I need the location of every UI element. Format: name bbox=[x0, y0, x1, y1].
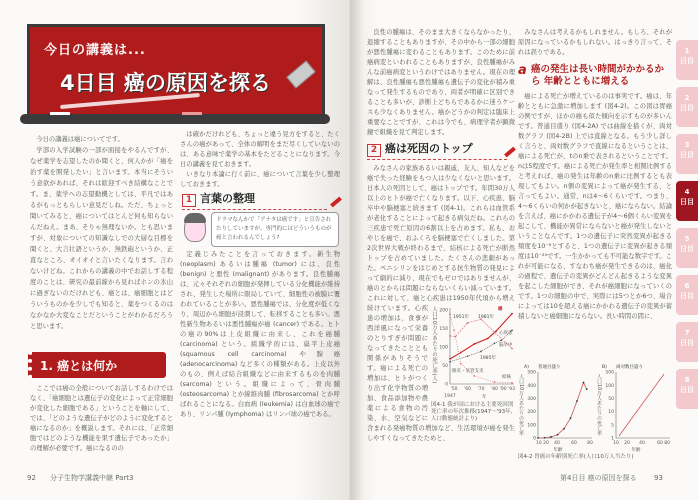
panel-a-label: A) bbox=[524, 365, 529, 370]
data-point bbox=[550, 436, 552, 438]
data-point bbox=[494, 381, 496, 383]
pencil-icon bbox=[330, 197, 342, 208]
y-tick-label: 50 bbox=[608, 397, 614, 402]
series-label-pneumonia: 肺炎・気管支炎 bbox=[452, 369, 484, 374]
paragraph: ここでは癌の全般についてお話しするわけではなく、「癌細胞とは遺伝子の変化によって正常細胞が変化した細胞である」ということを軸にして、では、「どのような遺伝子がどのように変化すると癌になるのか」を概説します。それには、「正常細胞ではどのような機能を果す遺伝子であったか」の理解が必要です。癌になるのの bbox=[30, 385, 173, 452]
figure-caption bbox=[431, 402, 515, 423]
tab-label: 日目 bbox=[680, 104, 694, 112]
tab-number: 1 bbox=[684, 47, 690, 55]
y-tick-label: 300 bbox=[527, 397, 536, 402]
paragraph: 定義じみたことを言っておきます。新生物 (neoplasm) あるいは腫瘍 (tumor) には、良性 (benign) と悪性 (malignant) があります。良性腫瘍は、元々それぞれの細胞が発揮している分化機能が維持され、発生した場所に限局していて、細胞性の被膜に覆われていることが多い。悪性腫瘍では、分化度が低くなり、周辺から細胞が浸潤して、転移することも多い。悪性新生物あるいは悪性腫瘍が癌 (cancer) である。ヒトの癌の90%は上皮組織に由来し、これを癌腫 (carcinoma) という。組織学的には、扁平上皮癌 (squamous cell carcinoma) や腺癌 (adenocarcinoma) など多くの種類がある。上皮以外のもの、例えば結合組織などに由来するものを肉腫 (sarcoma) という。組織によって、骨肉腫 (osteosarcoma) とか線維肉腫 (fibrosarcoma) とか呼ばれることになる。白血病 (leukemia) は白血球の癌であり、リンパ腫 (lymphoma) はリンパ球の癌である。 bbox=[180, 251, 340, 418]
chalk-rail bbox=[20, 114, 330, 124]
body-column-2 bbox=[180, 130, 340, 190]
running-title: 分子生物学講義中継 Part3 bbox=[50, 474, 134, 482]
x-tick-label: 20 bbox=[624, 441, 630, 446]
section-heading-2 bbox=[367, 142, 507, 160]
caption-text: 胃癌の年齢別死亡率(人口10万人当たり) bbox=[534, 454, 634, 460]
series-line-stomach-cancer bbox=[538, 383, 587, 438]
paragraph: みなさんは考えるかもしれません。もしろ、それが原因になっているかもしれない。はっきり言って、それは誤りである。 bbox=[518, 29, 672, 56]
heading-text: 言葉の整理 bbox=[200, 192, 255, 205]
subsection-heading bbox=[518, 64, 668, 88]
heading-number: 2 bbox=[367, 144, 381, 157]
y-tick-label: 200 bbox=[527, 410, 536, 416]
data-point bbox=[449, 314, 451, 316]
x-tick-label: 10 bbox=[613, 441, 619, 446]
y-axis-label: 人口10万人あたりの死亡率(人) bbox=[431, 306, 437, 384]
body-column-1 bbox=[367, 28, 515, 138]
chalk-icon bbox=[182, 112, 202, 115]
data-point bbox=[453, 329, 455, 331]
chapter-title: 4日目 癌の原因を探る bbox=[60, 71, 271, 95]
panel-b-label: B) bbox=[602, 365, 607, 370]
series-label-cancer: 癌 bbox=[498, 307, 503, 312]
tab-day-2[interactable] bbox=[676, 87, 698, 127]
x-tick-label: '90 '93 bbox=[499, 387, 515, 392]
speech-bubble: ドラマなんかで「アナタは癌です」と宣告されたりしていますが、専門的にはどういうものが癌と言われるんでしょう? bbox=[211, 212, 339, 247]
page-number: 93 bbox=[654, 474, 663, 482]
body-column-1 bbox=[30, 134, 173, 332]
figure-4-2-panel-a bbox=[518, 362, 594, 452]
running-title: 第4日目 癌の原因を探る bbox=[560, 474, 637, 482]
data-point bbox=[570, 417, 572, 419]
data-point bbox=[544, 437, 546, 439]
x-tick-label: 40 bbox=[554, 441, 560, 446]
y-tick-label: 50 bbox=[442, 364, 448, 370]
data-point bbox=[494, 331, 496, 333]
data-point bbox=[537, 437, 539, 439]
section-heading-1: 1. 癌とは何か bbox=[28, 352, 166, 378]
eraser-icon bbox=[286, 60, 316, 88]
tab-day-3[interactable] bbox=[676, 134, 698, 174]
y-tick-label: 500 bbox=[527, 370, 536, 376]
body-column-2 bbox=[518, 92, 672, 322]
tab-day-7[interactable] bbox=[676, 322, 698, 362]
data-point bbox=[460, 352, 462, 354]
caption-label: 図4-1 bbox=[431, 402, 446, 408]
y-tick-label: 150 bbox=[439, 327, 448, 333]
tab-label: 日目 bbox=[680, 292, 694, 300]
series-label-stroke: 脳卒中 bbox=[499, 343, 513, 348]
data-point bbox=[473, 343, 475, 345]
caption-text: 我が国における主要死因別死亡率の年次推移(1947〜'93年,人口動態統計より) bbox=[431, 402, 514, 422]
data-point bbox=[500, 339, 502, 341]
data-point bbox=[449, 335, 451, 337]
heading-number: 1 bbox=[182, 194, 196, 207]
definition-text bbox=[180, 250, 340, 420]
figure-4-1 bbox=[431, 304, 515, 424]
figure-caption bbox=[518, 454, 672, 461]
tab-label: 日目 bbox=[680, 245, 694, 253]
tab-number: 4 bbox=[684, 188, 690, 196]
x-tick-label: '70 bbox=[477, 387, 485, 392]
data-point bbox=[460, 363, 462, 365]
data-point bbox=[576, 400, 578, 402]
series-label-heart: 心疾患 bbox=[499, 331, 513, 336]
chapter-banner bbox=[27, 24, 325, 116]
data-point bbox=[449, 361, 451, 363]
data-point bbox=[557, 434, 559, 436]
paragraph: 今日の講義は癌についてです。 bbox=[36, 136, 124, 143]
y-tick-label: 100 bbox=[527, 423, 536, 429]
tab-label: 日目 bbox=[680, 151, 694, 159]
tab-number: 8 bbox=[684, 376, 690, 384]
data-point bbox=[467, 322, 469, 324]
banner-kicker: 今日の講義は... bbox=[44, 43, 146, 58]
body-column-2-top bbox=[518, 28, 672, 58]
annotation: 1981年 bbox=[478, 315, 494, 320]
x-tick-label: 40 bbox=[639, 441, 645, 446]
x-axis-label: 年 bbox=[482, 395, 487, 400]
data-point bbox=[473, 375, 475, 377]
student-avatar bbox=[184, 214, 206, 242]
tab-label: 日目 bbox=[680, 57, 694, 65]
tab-day-5[interactable] bbox=[676, 228, 698, 268]
tab-day-6[interactable] bbox=[676, 275, 698, 315]
tab-day-4[interactable] bbox=[676, 181, 698, 221]
tab-number: 6 bbox=[684, 282, 690, 290]
y-tick-label: 1 bbox=[611, 436, 614, 442]
heading-text: 癌は死因のトップ bbox=[385, 142, 473, 155]
page-number: 92 bbox=[27, 474, 36, 482]
panel-b-title: 両対数目盛り bbox=[616, 365, 643, 370]
x-tick-label: '60 bbox=[464, 387, 471, 392]
paragraph: 良性の腫瘍は、そのまま大きくならなかったり、退縮することもありますが、その中から一部の細胞が悪性腫瘍に変わることもあります。このために前癌病変といわれることもありますが、良性腫瘍がみんな前癌病変というわけではありません。現在の理解は、良性腫瘍も悪性腫瘍も遺伝子の変化が積み重なって発生するものであり、両者が明確に区別できることも多いが、診断上どちらであるかに迷うケースも少なくありません。癌かどうかの判定は臨床上重要なことですが、これは今でも、病理学者が顕微鏡で組織を見て判定します。 bbox=[367, 29, 515, 136]
paragraph: 学部の入学試験の一部が面接をやるんですが、なぜ薬学を志望したのか聞くと、何人かが「癌を治す薬を開発したい」と言います。本当にそういう意欲があれば、それは歓迎すべき結構なことです。ま、薬学への志望動機としては、平凡ではあるがもっともらしい意見だしね。ただ、ちょっと聞いてみると、癌についてはとんど何も知らないんだねえ。まあ、そりゃ無理ないか。とも思いますが、対象についての知識なしでの大層な目標を聞くと、大言壮語というか、無鉄砲というか、正直なところ、オイオイと言いたくなります。言わないけどね。これからの講義の中でお話しする程度のことは、研究の最前線から見ればホンの氷山に過ぎないのだけれども、癌とは、癌細胞とはどういうものかを少しでも知ると、薬をつくるのはなかなか大変なことだということがわかるだろうと思います。 bbox=[30, 147, 173, 330]
x-tick-label: '80 bbox=[491, 387, 498, 392]
annotation: 1985年 bbox=[480, 356, 496, 361]
paragraph: いきなり本論に行く前に、癌について言葉を少し整理しておきます。 bbox=[180, 171, 340, 188]
tab-label: 日目 bbox=[680, 386, 694, 394]
tab-day-8[interactable] bbox=[676, 369, 698, 409]
data-point bbox=[586, 388, 588, 390]
data-point bbox=[494, 342, 496, 344]
panel-a-chart bbox=[524, 362, 594, 452]
y-tick-label: 200 bbox=[439, 308, 448, 314]
data-point bbox=[511, 313, 513, 315]
subsection-text: 癌の発生は長い時間がかかるから 年齢とともに増える bbox=[531, 64, 665, 87]
figure-4-2-panel-b bbox=[596, 362, 672, 452]
x-tick-label: '50 bbox=[450, 387, 458, 392]
subsection-marker: a bbox=[518, 63, 527, 78]
y-tick-label: 0 bbox=[445, 382, 448, 388]
data-point bbox=[487, 338, 489, 340]
data-point bbox=[563, 428, 565, 430]
y-tick-label: 500 bbox=[605, 370, 614, 376]
tab-day-1[interactable] bbox=[676, 40, 698, 80]
tab-label: 日目 bbox=[680, 198, 694, 206]
x-tick-label: 80 bbox=[587, 441, 593, 446]
annotation: 1951年 bbox=[453, 315, 469, 320]
data-point bbox=[480, 351, 482, 353]
data-point bbox=[583, 382, 585, 384]
tab-number: 5 bbox=[684, 235, 690, 243]
y-tick-label: 400 bbox=[527, 383, 536, 389]
y-tick-label: 100 bbox=[605, 383, 614, 389]
data-point bbox=[467, 355, 469, 357]
x-tick-label: 60 80 bbox=[657, 441, 670, 446]
y-tick-label: 0 bbox=[533, 436, 536, 442]
paragraph: は確かだけれども、ちょっと違う見方をすると、たくさんの癌があって、全体の解明をまだ尽くしていないのは、ある意味で薬学の基本をたどることになります。今日の講義を見ておきます。 bbox=[180, 131, 340, 168]
chalk-icon bbox=[50, 112, 70, 115]
x-tick-label: 10 20 bbox=[536, 441, 549, 446]
figure-4-1-chart bbox=[438, 304, 515, 400]
paragraph: みなさんの家族あるいは親戚、友人、知人などを癌で失った経験をもつ人は少なくないと思います。日本人の死因として、癌はトップです。年間30万人以上のヒトが癌で亡くなります。以下、心疾患、脳卒中や脳梗塞と続きます (図4-1)。これらは血管系が老化することによって起きる病気だね。これらの三疾患で死亡原因の6割以上を占めます。私も、おやじを癌で、おふくろを脳梗塞で亡くしました。第2次世界大戦が終わるまで、結核による死亡が断然トップを占めていました。たくさんの悲劇があった。ペニシリンをはじめとする抗生物質の発見によって劇的に減り、現在でもゼロではありませんが、癌のとからは問題にならないくらい減っています。これに対して、癌と心疾患は1950年代頃から増え続けています。心疾患の増加は、食事が西洋風になって栄養のとりすぎが問題になってきたこととも関係がありそうです。癌による死亡の増加は、ヒトがつくり出す化学物質の増加、食品添加物や農薬による食物の汚染、水、空気などに含まれる発癌物質の増加など、生活環境が癌を発生しやすくなってきたためと、 bbox=[367, 165, 515, 442]
tab-label: 日目 bbox=[680, 339, 694, 347]
figure-4-2 bbox=[518, 362, 672, 462]
vocab-heading bbox=[182, 192, 327, 210]
paragraph: 癌による死亡が増えているのは事実です。癌は、年齢とともに急激に増加します (図4-2)。この図は胃癌の例ですが、ほかの癌も似た傾向を示すものが多いんです。普通目盛り (図4-2A) では曲線を描くが、両対数グラフ (図4-2B) 上では直線となる。もう少し詳しく言うと、両対数グラフで直線になるということは、癌による死亡が、tのn乗で表されるということです。nは5程度です。癌による死亡が発生率と相関比例すると考えれば、癌の発生は年齢のn乗に比例するとも表現してもよい。n個の変異によって癌が発生する、と言ってもよい。通常、nは4〜6くらいです。つまり、4〜6くらいの何かが起きないと、癌にならない。結論を言えば、癌にかかわる遺伝子が4〜6個くらい変異を起こして、機能が異常にならないと癌が発生しないということなんです。1つの遺伝子に突然変異が起きる頻度を10⁻⁶とすると、1つの遺伝子に変異が起きる頻度は10⁻²⁴です。一生かかっても不可能な数字です。これが可能になる、すなわち癌が発生できるのは、癌化の過程で、遺伝子の変異がどんどん起きるような変異を起こした細胞ができ、それが癌細胞になっていくのです。1つの細胞の中で、実際には5つとか6つ、場合によっては10を超える癌にかかわる遺伝子の変異が蓄積しないと癌細胞にならない。長い時間の間に、 bbox=[518, 93, 672, 320]
x-tick-label: 60 bbox=[571, 441, 577, 446]
right-page bbox=[350, 0, 698, 500]
tab-number: 7 bbox=[684, 329, 690, 337]
panel-b-ylabel: 人口10万人あたりの死亡率 bbox=[596, 374, 602, 436]
panel-a-title: 普通目盛り bbox=[538, 365, 561, 370]
data-point bbox=[449, 358, 451, 360]
panel-b-xlabel: 年齢 bbox=[631, 448, 641, 453]
panel-b-chart bbox=[602, 362, 672, 452]
data-point bbox=[511, 382, 513, 384]
y-tick-label: 10 bbox=[608, 410, 614, 416]
y-tick-label: 5 bbox=[611, 423, 614, 429]
section-2-text bbox=[367, 164, 515, 444]
panel-a-xlabel: 年齢 bbox=[553, 448, 563, 453]
series-label-tb: 結核 bbox=[502, 375, 511, 380]
tab-number: 3 bbox=[684, 141, 690, 149]
panel-a-ylabel: 人口10万人あたりの死亡率 bbox=[518, 374, 524, 436]
y-tick-label: 100 bbox=[439, 345, 448, 351]
section-1-text bbox=[30, 384, 173, 454]
tab-number: 2 bbox=[684, 94, 690, 102]
x-tick-label: 1947 bbox=[444, 394, 456, 399]
series-line-stomach-cancer-log bbox=[619, 374, 664, 436]
caption-label: 図4-2 bbox=[518, 454, 533, 460]
